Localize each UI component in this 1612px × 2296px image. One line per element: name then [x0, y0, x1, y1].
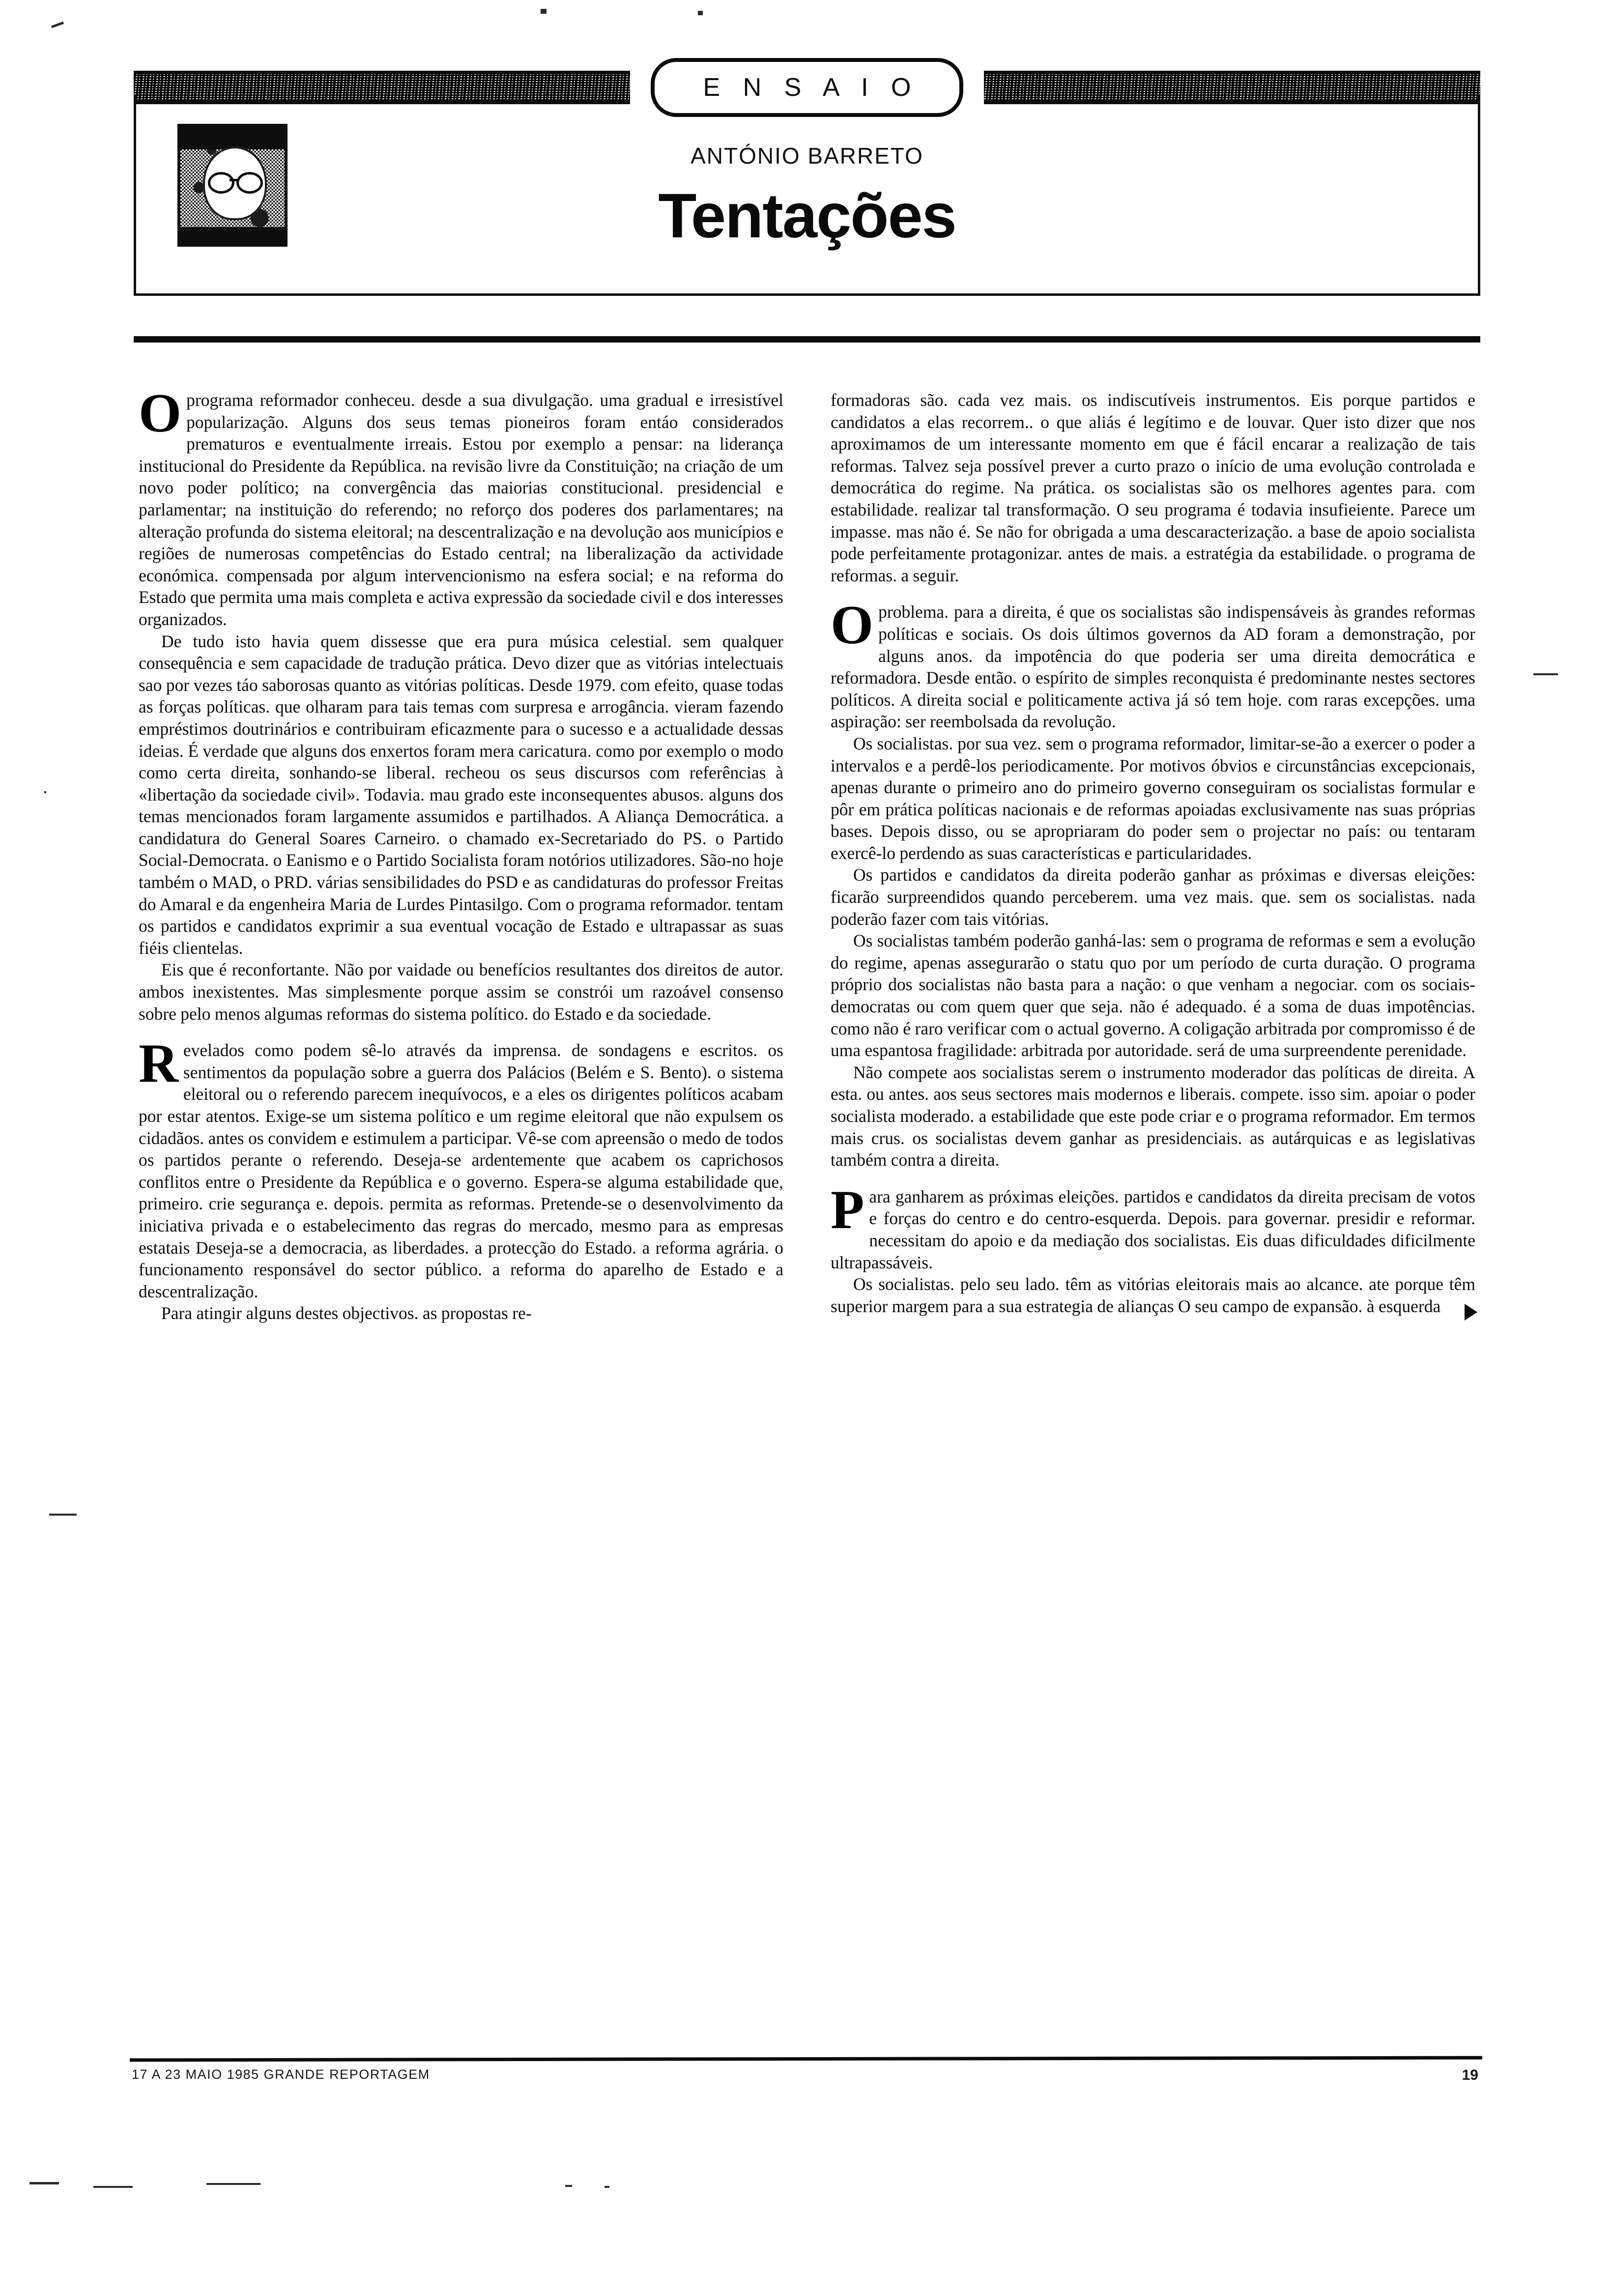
paragraph: Para ganharem as próximas eleições. partidos e candidatos da direita precisam de votos e forças do centro e do centro-esquerda. Depois. para governar. presidir e reformar. necessitam do apoio e da mediação dos socialistas. Eis duas dificuldades dificilmente ultrapassáveis.	[831, 1179, 1475, 1272]
article-body	[139, 383, 1475, 1324]
footer-rule	[130, 2056, 1482, 2062]
section-plaque	[651, 58, 963, 117]
paragraph: Os socialistas. pelo seu lado. têm as vitórias eleitorais mais ao alcance. ate porque têm superior margem para a sua estrategia de alianças O seu campo de expansão. à esquerda	[831, 1274, 1475, 1316]
scan-artifact	[51, 22, 64, 29]
column-left	[139, 383, 783, 1324]
column-right	[831, 389, 1475, 1324]
header-frame	[134, 95, 1480, 296]
paragraph: De tudo isto havia quem dissesse que era pura música celestial. sem qualquer consequência e sem capacidade de tradução prática. Devo dizer que as vitórias intelectuais sao por vezes táo saborosas quanto as vitórias políticas. Desde 1979. com efeito, quase todas as forças políticas. que olharam para tais temas com surpresa e arrogância. vieram fazendo empréstimos doutrinários e contribuiram eficazmente para o sucesso e a actualidade dessas ideias. É verdade que alguns dos enxertos foram mera caricatura. como por exemplo o modo como certa direita, sonhando-se liberal. recheou os seus discursos com referências à «libertação da sociedade civil». Todavia. mau grado este inconsequentes abusos. alguns dos temas mencionados foram largamente assumidos e partilhados. A Aliança Democrática. a candidatura do General Soares Carneiro. o chamado ex-Secretariado do PS. o Partido Social-Democrata. o Eanismo e o Partido Socialista foram notórios utilizadores. São-no hoje também o MAD, o PRD. várias sensibilidades do PSD e as candidaturas do professor Freitas do Amaral e da engenheira Maria de Lurdes Pintasilgo. Com o programa reformador. tentam os partidos e candidatos exprimir a sua eventual vocação de Estado e ultrapassar as suas fiéis clientelas.	[139, 631, 783, 958]
paragraph: Oprograma reformador conheceu. desde a sua divulgação. uma gradual e irresistível popularização. Alguns dos seus temas pioneiros foram entáo considerados prematuros e eventualmente irreais. Estou por exemplo a pensar: na liderança institucional do Presidente da República. na revisão livre da Constituição; na criação de um novo poder político; na convergência das maiorias constitucional. presidencial e parlamentar; na instituição do referendo; no reforço dos poderes dos parlamentares; na alteração profunda do sistema eleitoral; na descentralização e na devolução aos municípios e regiões de numerosas competências do Estado central; na liberalização da actividade económica. compensada por algum intervencionismo na esfera social; e na reforma do Estado que permita uma mais completa e activa expressão da sociedade civil e dos interesses organizados.	[139, 383, 783, 629]
paragraph: Os partidos e candidatos da direita poderão ganhar as próximas e diversas eleições: ficarão surpreendidos quando perceberem. uma vez mais. que. sem os socialistas. nada poderão fazer com tais vitórias.	[831, 865, 1475, 929]
scan-artifact	[206, 2183, 260, 2185]
paragraph: Eis que é reconfortante. Não por vaidade ou benefícios resultantes dos direitos de autor. ambos inexistentes. Mas simplesmente porque assim se constrói um razoável consenso sobre pelo menos algumas reformas do sistema político. do Estado e da sociedade.	[139, 960, 783, 1024]
scan-artifact	[44, 791, 46, 793]
paragraph: Os socialistas. por sua vez. sem o programa reformador, limitar-se-ão a exercer o poder a intervalos e a perdê-los periodicamente. Por motivos óbvios e circunstâncias excepcionais, apenas durante o primeiro ano do primeiro governo conseguiram os socialistas formular e pôr em prática políticas nacionais e de reformas apoiadas exclusivamente nas suas próprias bases. Depois disso, ou se apropriaram do poder sem o projectar no país: ou tentaram exercê-lo perdendo as suas características e particularidades.	[831, 733, 1475, 863]
paragraph: Oproblema. para a direita, é que os socialistas são indispensáveis às grandes reformas políticas e sociais. Os dois últimos governos da AD foram a demonstração, por alguns anos. da impotência do que poderia ser uma direita democrática e reformadora. Desde então. o espírito de simples reconquista é predominante nestes sectores políticos. A direita social e politicamente activa já só tem hoje. com raras excepções. uma aspiração: ser reembolsada da revolução.	[831, 595, 1475, 732]
masthead	[134, 58, 1480, 318]
scan-artifact	[565, 2185, 572, 2187]
scan-artifact	[698, 11, 703, 15]
paragraph: Os socialistas também poderão ganhá-las: sem o programa de reformas e sem a evolução do regime, apenas assegurarão o statu quo por um período de curta duração. O programa próprio dos socialistas não basta para a nação: o que venham a negociar. com os sociais-democratas ou com quem quer que seja. não é adequado. é a soma de duas impotências. como não é raro verificar com o actual governo. A coligação arbitrada por compromisso é de uma espantosa fragilidade: arbitrada por autoridade. será de uma surpreendente perenidade.	[831, 931, 1475, 1061]
scan-artifact	[604, 2186, 609, 2188]
header-divider-rule	[134, 336, 1480, 343]
paragraph: Para atingir alguns destes objectivos. as propostas re-	[161, 1303, 532, 1323]
article-title: Tentações	[658, 181, 956, 251]
page-number: 19	[1462, 2067, 1478, 2083]
section-label: E N S A I O	[703, 73, 919, 102]
paragraph: Revelados como podem sê-lo através da imprensa. de sondagens e escritos. os sentimentos da população sobre a guerra dos Palácios (Belém e S. Bento). o sistema eleitoral ou o referendo parecem inequívocos, e a eles os dirigentes políticos acabam por estar atentos. Exige-se um sistema político e um regime eleitoral que não expulsem os cidadãos. antes os convidem e estimulem a participar. Vê-se com apreensão o medo de todos os partidos perante o referendo. Deseja-se ardentemente que acabem os caprichosos conflitos entre o Presidente da República e o governo. Espera-se alguma estabilidade que, primeiro. crie segurança e. depois. permita as reformas. Pretende-se o desenvolvimento da iniciativa privada e o estabelecimento das regras do mercado, mesmo para as empresas estatais Deseja-se a democracia, as liberdades. a protecção do Estado. a reforma agrária. o funcionamento responsável do sector público. a reforma do aparelho de Estado e a descentralização.	[139, 1033, 783, 1301]
scan-artifact	[541, 9, 547, 14]
scan-artifact	[29, 2182, 59, 2184]
paragraph: Não compete aos socialistas serem o instrumento moderador das políticas de direita. A esta. ou antes. aos seus sectores mais modernos e liberais. compete. isso sim. apoiar o poder socialista moderado. a estabilidade que este pode criar e o programa reformador. Em termos mais crus. os socialistas devem ganhar as presidenciais. as autárquicas e as legislativas também contra a direita.	[831, 1062, 1475, 1170]
author-byline: ANTÓNIO BARRETO	[691, 143, 923, 169]
scan-artifact	[93, 2186, 133, 2188]
paragraph: formadoras são. cada vez mais. os indiscutíveis instrumentos. Eis porque partidos e candidatos a elas recorrem.. o que aliás é legítimo e de louvar. Quer isto dizer que nos aproximamos de um interessante momento em que é fácil encarar a realização de tais reformas. Talvez seja possível prever a curto prazo o início de uma evolução controlada e democrática do regime. Na prática. os socialistas são os melhores agentes para. com estabilidade. realizar tal transformação. O seu programa é todavia insufieiente. Parece um impasse. mas não é. Se não for obrigada a uma descaracterização. a base de apoio socialista pode perfeitamente protagonizar. antes de mais. a estratégia da estabilidade. o programa de reformas. a seguir.	[831, 390, 1475, 585]
scan-artifact	[1533, 673, 1558, 675]
issue-date-label: 17 A 23 MAIO 1985 GRANDE REPORTAGEM	[132, 2067, 430, 2082]
continuation-arrow-icon	[1465, 1304, 1477, 1320]
scan-artifact	[49, 1514, 77, 1516]
